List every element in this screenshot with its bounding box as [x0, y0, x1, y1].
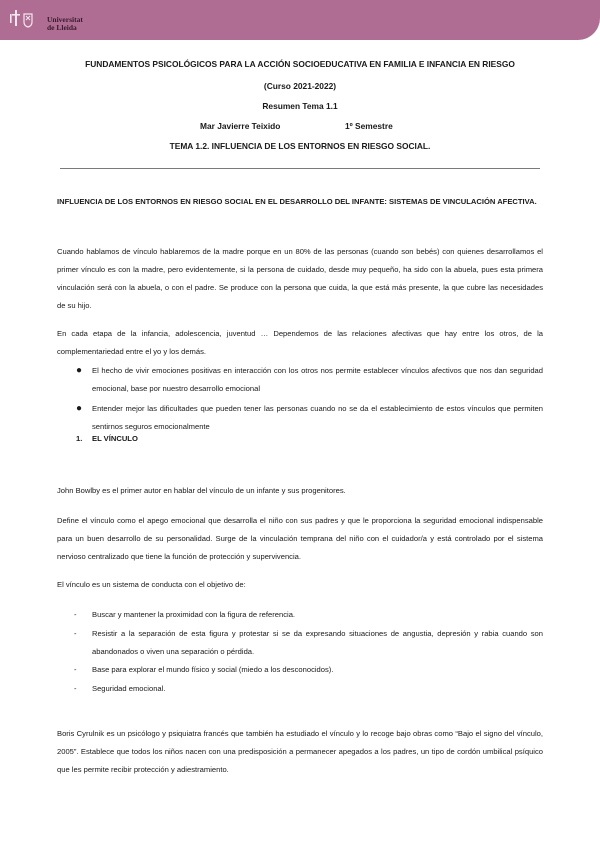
header-band [0, 0, 600, 40]
paragraph-3: John Bowlby es el primer autor en hablar del vínculo de un infante y sus progenitores. [57, 486, 346, 495]
paragraph-4: Define el vínculo como el apego emocional que desarrolla el niño con sus padres y que le proporciona la seguridad emocional indispensable para un buen desarrollo de su personalidad. Surge de la vinculación temprana del niño con el cuidador/a y está controlado por el sistema nervioso centralizado que tiene la función de protección y supervivencia. [57, 516, 543, 561]
document-title: FUNDAMENTOS PSICOLÓGICOS PARA LA ACCIÓN SOCIOEDUCATIVA EN FAMILIA E INFANCIA EN RIESGO [85, 59, 515, 69]
paragraph-6: Boris Cyrulnik es un psicólogo y psiquiatra francés que también ha estudiado el vínculo y lo recoge bajo obras como “Bajo el signo del vínculo, 2005”. Establece que todos los niños nacen con una predisposición a permanecer apegados a los padres, un tipo de cordón umbilical psíquico que les permite recibir protección y adiestramiento. [57, 729, 543, 774]
title-divider [60, 168, 540, 169]
bullet-dot: ● [76, 403, 83, 414]
logo-line1: Universitat [47, 15, 83, 24]
bullet-item-1: El hecho de vivir emociones positivas en interacción con los otros nos permite establecer vínculos afectivos que nos dan seguridad emocional, base por nuestro desarrollo emocional [92, 366, 543, 393]
heading-number: 1. [76, 434, 83, 443]
dash-item-2: Resistir a la separación de esta figura y protestar si se da expresando situaciones de angustia, depresión y rabia cuando son abandonados o viven una separación o pérdida. [92, 629, 543, 656]
logo-line2: de Lleida [47, 23, 77, 32]
summary-label: Resumen Tema 1.1 [262, 101, 338, 111]
university-crest-icon [7, 5, 41, 35]
dash-marker: - [74, 665, 77, 674]
heading-text: EL VÍNCULO [92, 434, 138, 443]
dash-marker: - [74, 629, 77, 638]
paragraph-5: El vínculo es un sistema de conducta con el objetivo de: [57, 580, 246, 589]
bullet-item-2: Entender mejor las dificultades que pueden tener las personas cuando no se da el establecimiento de estos vínculos que permiten sentirnos seguros emocionalmente [92, 404, 543, 431]
semester: 1º Semestre [345, 121, 393, 131]
author-name: Mar Javierre Teixido [200, 121, 281, 131]
paragraph-1: Cuando hablamos de vínculo hablaremos de la madre porque en un 80% de las personas (cuando son bebés) con quienes desarrollamos el primer vínculo es con la madre, pero evidentemente, si la persona de cuidado, desde muy pequeño, ha sido con la abuela, pues esta primera vinculación será con la abuela, o con el padre. Se produce con la persona que cuida, la que está más presente, la que cubre las necesidades de su hijo. [57, 247, 543, 310]
bullet-dot: ● [76, 365, 83, 376]
dash-marker: - [74, 610, 77, 619]
dash-item-4: Seguridad emocional. [92, 684, 166, 693]
topic-title: TEMA 1.2. INFLUENCIA DE LOS ENTORNOS EN RIESGO SOCIAL. [169, 141, 431, 151]
dash-item-3: Base para explorar el mundo físico y social (miedo a los desconocidos). [92, 665, 334, 674]
university-name [47, 16, 83, 32]
university-logo[interactable] [7, 5, 127, 35]
dash-item-1: Buscar y mantener la proximidad con la figura de referencia. [92, 610, 296, 619]
course-year: (Curso 2021-2022) [263, 81, 337, 91]
section-heading: INFLUENCIA DE LOS ENTORNOS EN RIESGO SOCIAL EN EL DESARROLLO DEL INFANTE: SISTEMAS DE VINCULACIÓN AFECTIVA. [57, 197, 537, 206]
dash-marker: - [74, 684, 77, 693]
paragraph-2: En cada etapa de la infancia, adolescencia, juventud … Dependemos de las relaciones afectivas que hay entre los otros, de la complementariedad entre el yo y los demás. [57, 329, 543, 356]
